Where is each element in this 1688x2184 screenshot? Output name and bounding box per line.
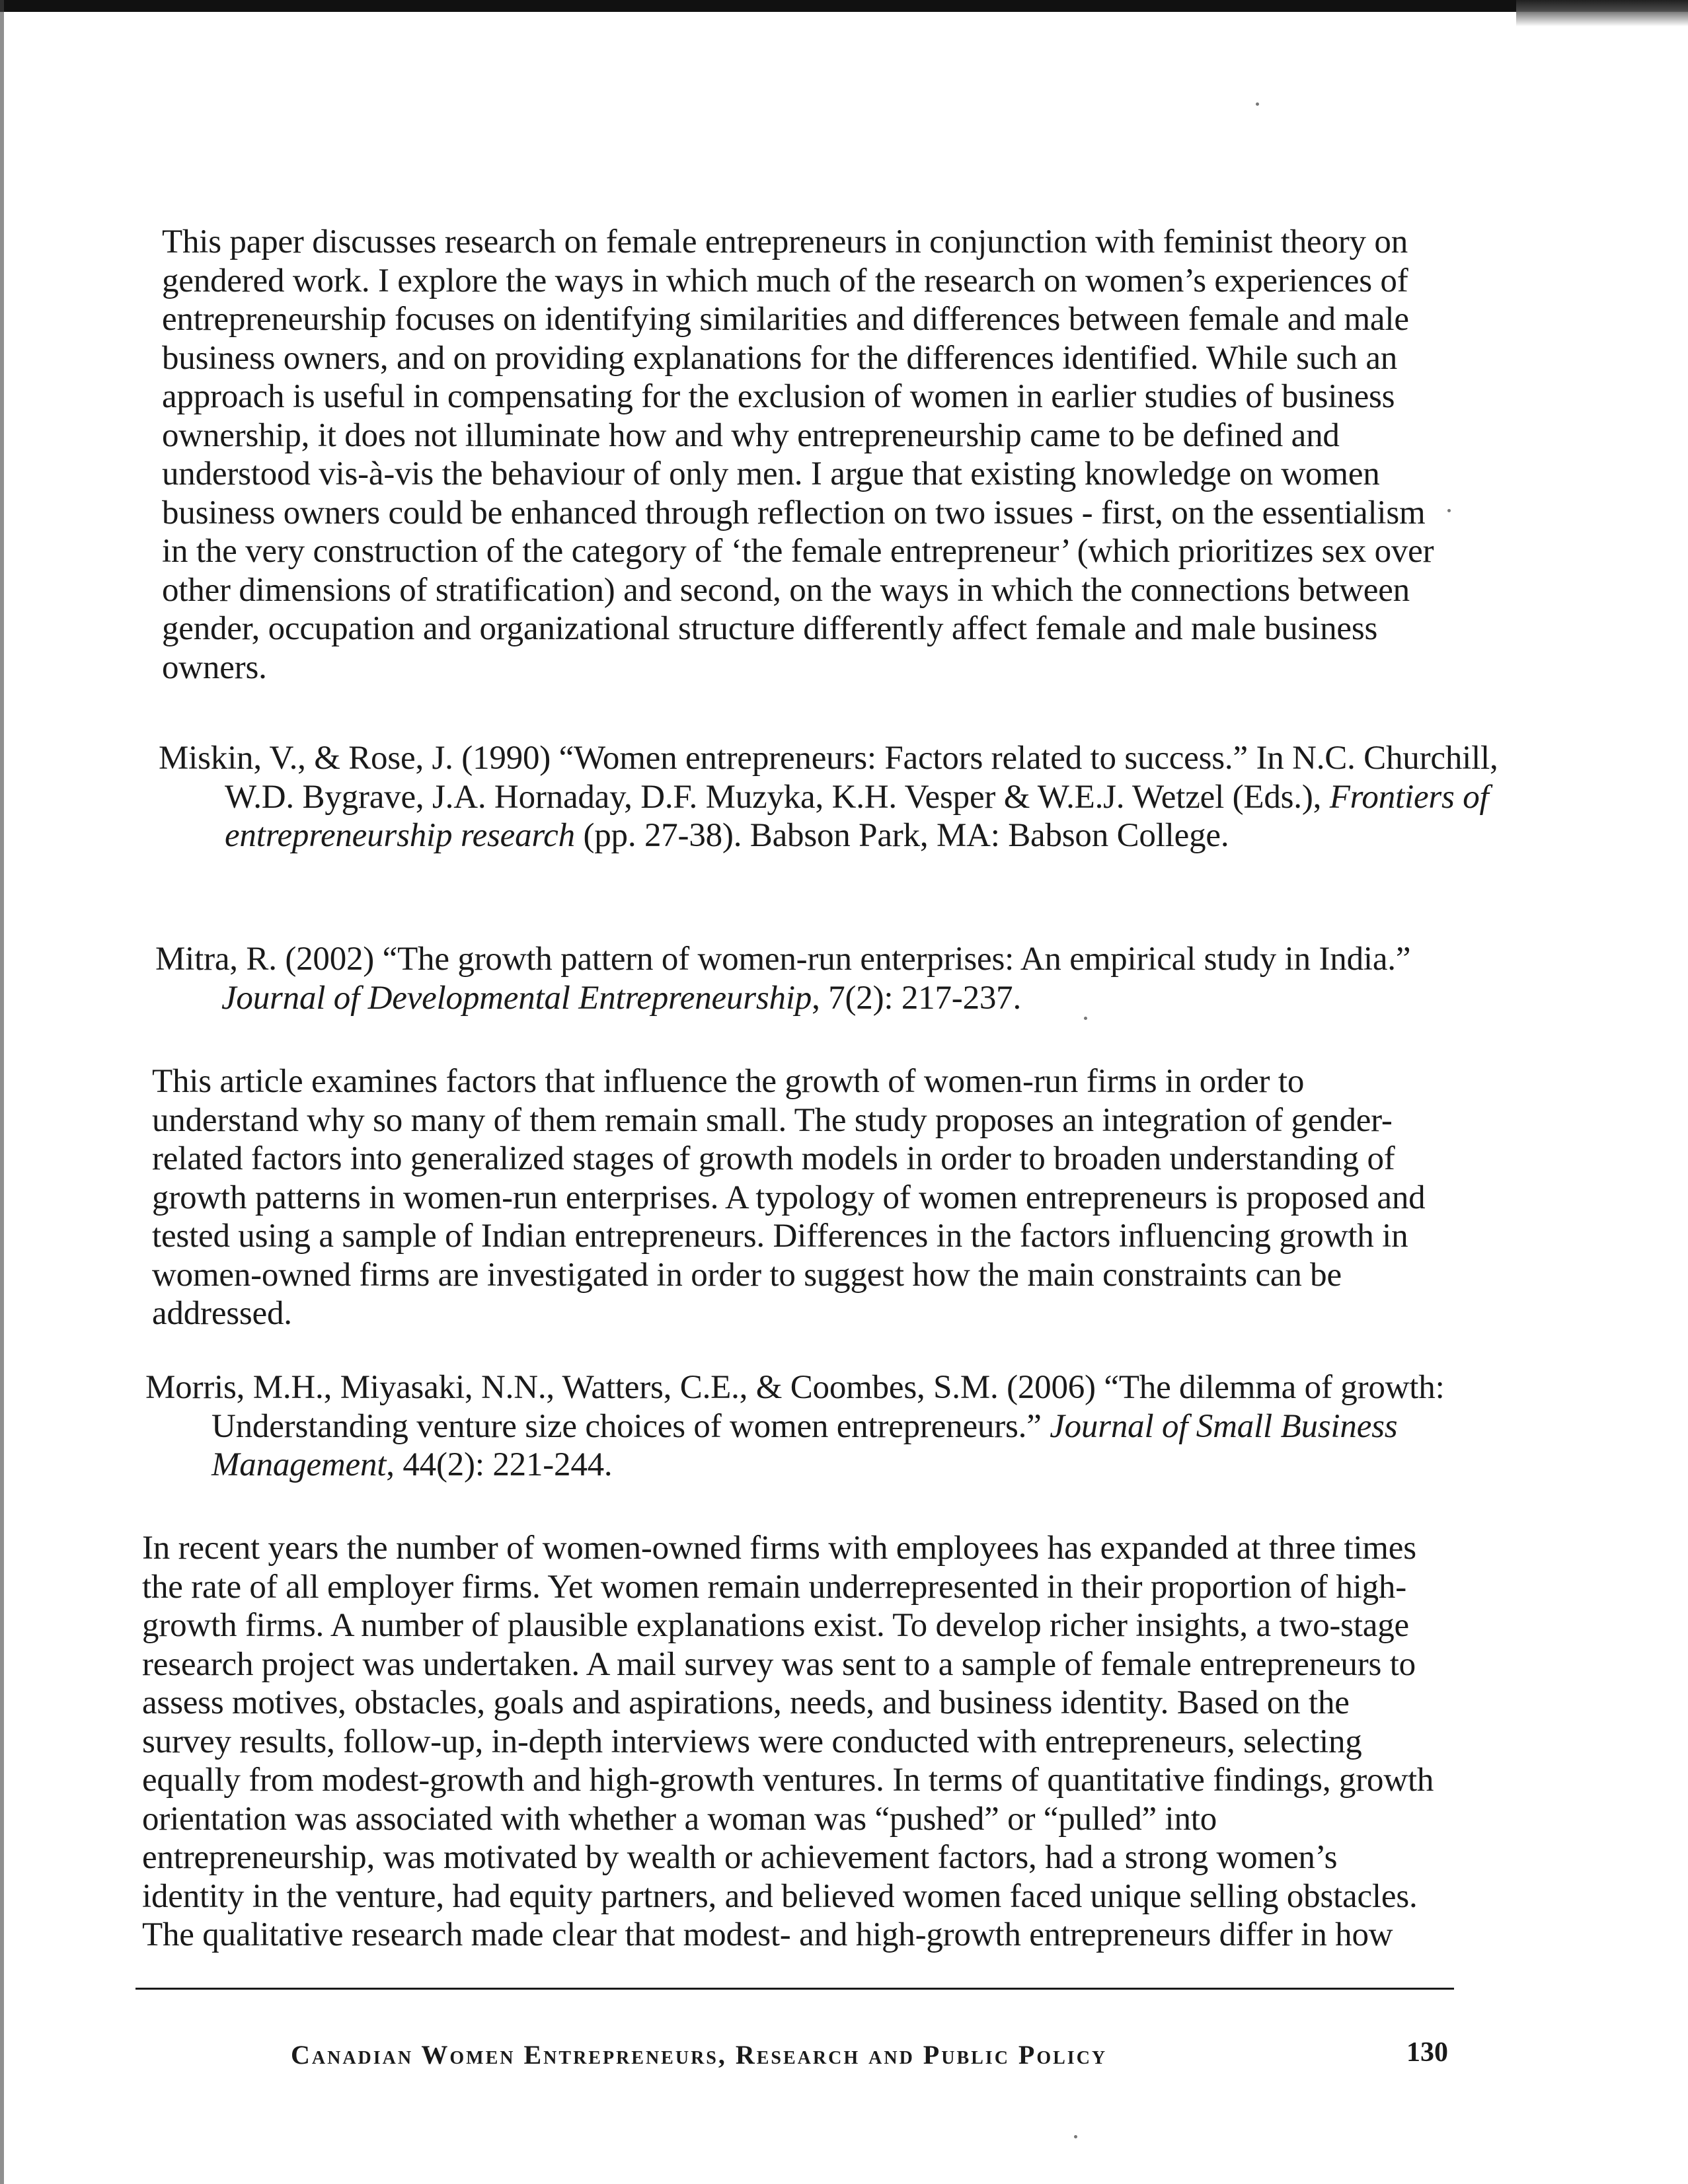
reference-mitra-tail: , 7(2): 217-237.: [812, 979, 1022, 1017]
reference-miskin-rose: [159, 739, 1520, 855]
reference-morris-tail: , 44(2): 221-244.: [386, 1446, 613, 1483]
reference-mitra-text: Mitra, R. (2002) “The growth pattern of women-run enterprises: An empirical study in India.”: [155, 941, 1411, 978]
scan-speck: [1256, 102, 1259, 106]
scan-speck: [1447, 509, 1451, 512]
page-number: 130: [1406, 2037, 1448, 2068]
footer-title: Canadian Women Entrepreneurs, Research and Public Policy: [291, 2040, 1108, 2070]
reference-miskin-rose-text: Miskin, V., & Rose, J. (1990) “Women entrepreneurs: Factors related to success.” In N.C. Churchill, W.D. Bygrave, J.A. Hornaday, D.F. Muzyka, K.H. Vesper & W.E.J. Wetzel (Eds.),: [159, 740, 1498, 816]
abstract-paragraph-1: This paper discusses research on female entrepreneurs in conjunction with feminist theory on gendered work. I explore the ways in which much of the research on women’s experiences of entrepreneurship focuses on identifying similarities and differences between female and male business owners, and on providing explanations for the differences identified. While such an approach is useful in compensating for the exclusion of women in earlier studies of business ownership, it does not illuminate how and why entrepreneurship came to be defined and understood vis-à-vis the behaviour of only men. I argue that existing knowledge on women business owners could be enhanced through reflection on two issues - first, on the essentialism in the very construction of the category of ‘the female entrepreneur’ (which prioritizes sex over other dimensions of stratification) and second, on the ways in which the connections between gender, occupation and organizational structure differently affect female and male business owners.: [162, 223, 1434, 686]
footer-rule: [135, 1988, 1454, 1990]
reference-morris-italic: Journal of Small Business Management: [211, 1407, 1398, 1483]
abstract-paragraph-3: In recent years the number of women-owned firms with employees has expanded at three times the rate of all employer firms. Yet women remain underrepresented in their proportion of high-growth firms. A number of plausible explanations exist. To develop richer insights, a two-stage research project was undertaken. A mail survey was sent to a sample of female entrepreneurs to assess motives, obstacles, goals and aspirations, needs, and business identity. Based on the survey results, follow-up, in-depth interviews were conducted with entrepreneurs, selecting equally from modest-growth and high-growth ventures. In terms of quantitative findings, growth orientation was associated with whether a woman was “pushed” or “pulled” into entrepreneurship, was motivated by wealth or achievement factors, had a strong women’s identity in the venture, had equity partners, and believed women faced unique selling obstacles. The qualitative research made clear that modest- and high-growth entrepreneurs differ in how: [142, 1530, 1434, 1953]
reference-morris-et-al: [145, 1368, 1507, 1485]
scan-speck: [1074, 2135, 1077, 2138]
reference-morris-text: Morris, M.H., Miyasaki, N.N., Watters, C.E., & Coombes, S.M. (2006) “The dilemma of growth: Understanding venture size choices of women entrepreneurs.”: [145, 1369, 1445, 1445]
reference-miskin-rose-tail: (pp. 27-38). Babson Park, MA: Babson College.: [574, 817, 1229, 854]
reference-miskin-rose-italic: Frontiers of entrepreneurship research: [225, 778, 1489, 854]
reference-mitra: [155, 940, 1517, 1017]
scan-speck: [1084, 1017, 1087, 1020]
reference-mitra-italic: Journal of Developmental Entrepreneurship: [221, 979, 812, 1017]
abstract-paragraph-2: This article examines factors that influence the growth of women-run firms in order to understand why so many of them remain small. The study proposes an integration of gender-related factors into generalized stages of growth models in order to broaden understanding of growth patterns in women-run enterprises. A typology of women entrepreneurs is proposed and tested using a sample of Indian entrepreneurs. Differences in the factors influencing growth in women-owned firms are investigated in order to suggest how the main constraints can be addressed.: [152, 1063, 1426, 1332]
